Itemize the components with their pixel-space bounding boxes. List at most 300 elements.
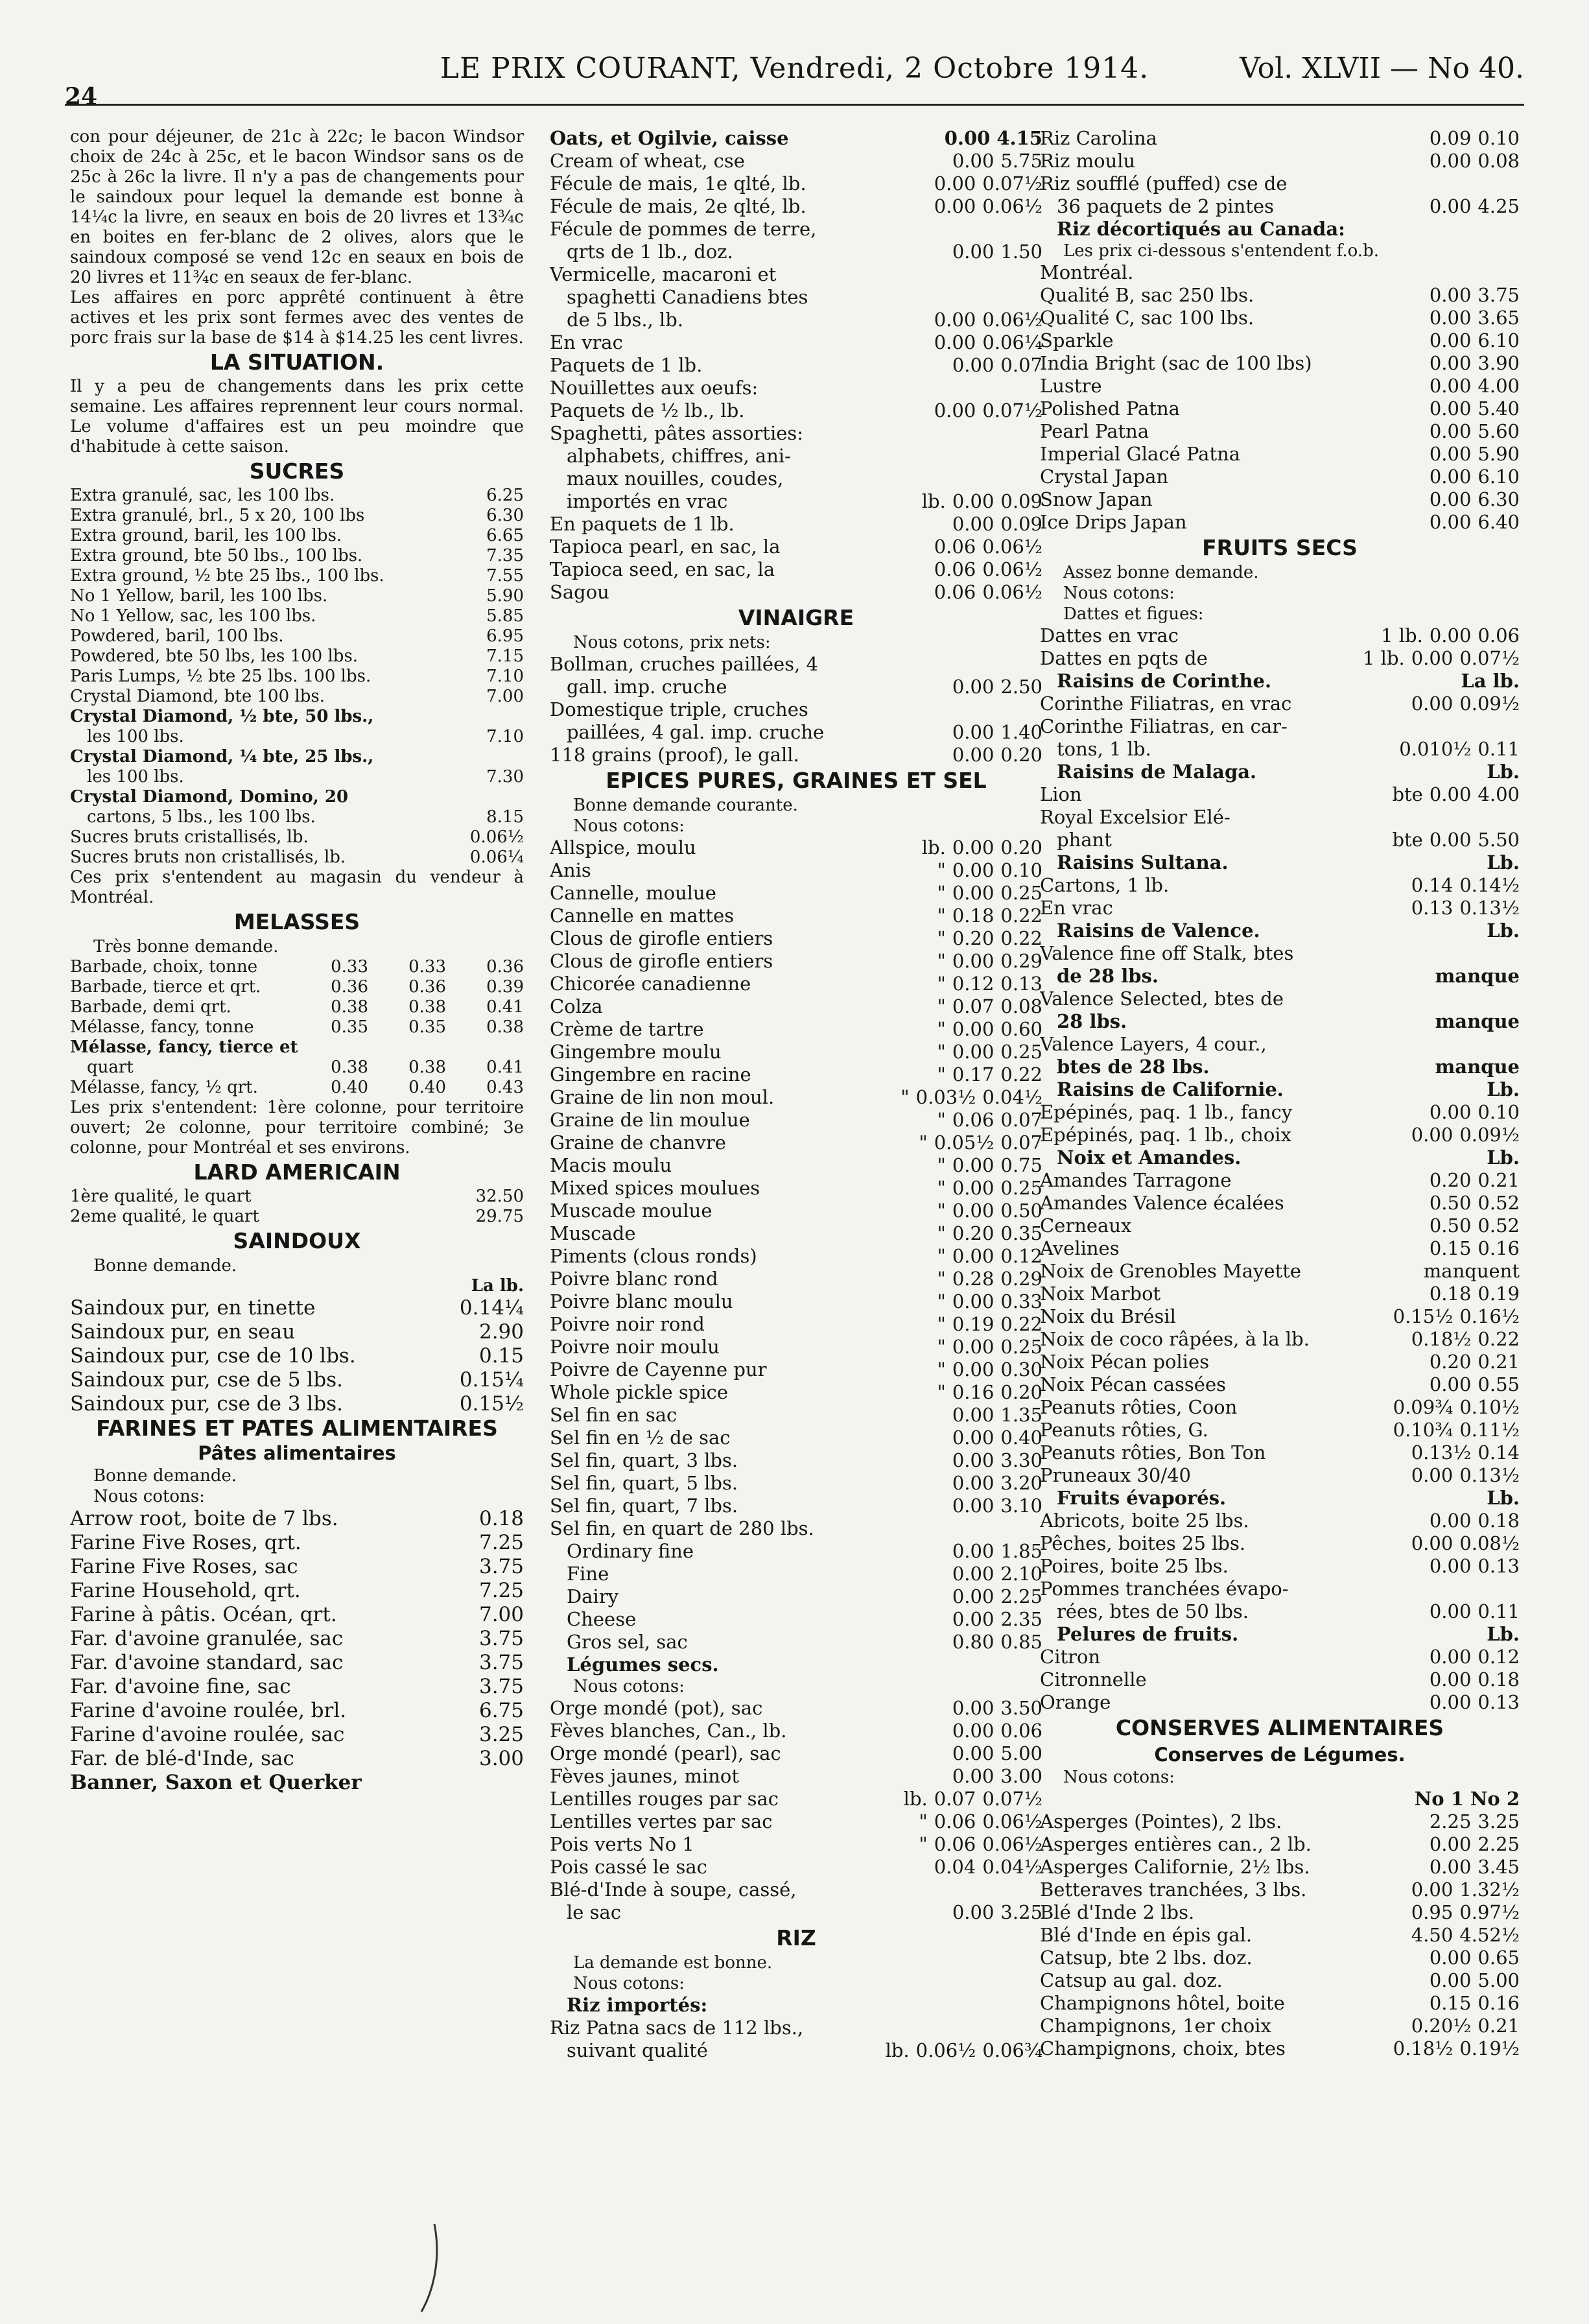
item-name: Farine Household, qrt.	[70, 1579, 301, 1602]
column-3	[1040, 127, 1520, 2060]
price-value: lb.	[885, 2039, 910, 2061]
price-row	[70, 606, 524, 626]
section-note: Assez bonne demande.	[1063, 563, 1259, 582]
price-value: "	[937, 1290, 946, 1312]
price-row	[550, 1472, 1042, 1495]
item-name-continued: rées, btes de 50 lbs.	[1057, 1600, 1249, 1622]
price-value: "	[937, 1041, 946, 1063]
price-row	[1040, 488, 1520, 511]
price-value: 0.00	[952, 1245, 995, 1267]
price-value: 3.75	[478, 1675, 524, 1698]
price-value: 2.35	[1000, 1608, 1042, 1630]
item-name-continued: de 5 lbs., lb.	[567, 309, 684, 331]
price-value: 0.00	[1411, 1879, 1454, 1901]
price-row	[70, 667, 524, 687]
price-value: "	[937, 905, 946, 927]
price-value: 0.00	[952, 1495, 995, 1517]
price-row	[550, 263, 1042, 286]
price-value: 0.14¼	[459, 1296, 524, 1320]
item-name-continued: paillées, 4 gal. imp. cruche	[567, 721, 825, 743]
item-name: Champignons, choix, btes	[1040, 2037, 1286, 2059]
item-name: Epépinés, paq. 1 lb., choix	[1040, 1124, 1291, 1146]
price-value: 0.07½	[982, 399, 1042, 421]
price-row	[550, 1018, 1042, 1041]
item-name-continued: les 100 lbs.	[87, 767, 184, 787]
price-row	[1040, 1260, 1520, 1283]
price-value: 0.85	[1000, 1631, 1042, 1653]
item-name: Powdered, bte 50 lbs, les 100 lbs.	[70, 646, 359, 666]
price-row	[1040, 715, 1520, 738]
price-row-continued	[70, 807, 524, 827]
price-row	[550, 1697, 1042, 1720]
price-value: 0.00	[1429, 195, 1472, 217]
item-name: Mélasse, fancy, ½ qrt.	[70, 1078, 258, 1097]
price-value: 0.00	[952, 150, 995, 172]
price-row	[1040, 1810, 1520, 1833]
price-row	[1040, 1441, 1520, 1464]
price-value: 0.09	[1000, 490, 1042, 512]
item-name: Pommes tranchées évapo-	[1040, 1578, 1289, 1600]
item-name: Sucres bruts cristallisés, lb.	[70, 827, 309, 847]
price-row	[1040, 329, 1520, 352]
price-value: 0.00	[934, 195, 976, 217]
item-name: Oats, et Ogilvie, caisse	[550, 127, 789, 149]
price-value: 0.41	[486, 1058, 524, 1077]
column-heading-no2: No 2	[1470, 1788, 1520, 1810]
price-value: 0.04½	[982, 1856, 1042, 1878]
item-name: Clous de girofle entiers	[550, 950, 773, 972]
item-name: Valence Selected, btes de	[1040, 988, 1284, 1010]
item-name: Gingembre en racine	[550, 1063, 751, 1085]
price-value: 2.25	[1429, 1810, 1472, 1832]
price-value: 7.30	[486, 767, 524, 787]
price-value: 0.00	[1429, 397, 1472, 420]
item-name: Fécule de mais, 1e qlté, lb.	[550, 172, 806, 195]
price-row	[1040, 1124, 1520, 1146]
price-value: 6.10	[1477, 466, 1520, 488]
price-value: 0.00	[1429, 443, 1472, 465]
price-value: 0.18	[952, 905, 995, 927]
item-name-continued: Gros sel, sac	[567, 1631, 688, 1653]
price-value: 0.00	[952, 1041, 995, 1063]
price-value: 0.09	[1000, 513, 1042, 535]
item-name: Catsup au gal. doz.	[1040, 1969, 1223, 1991]
subsection-heading	[1040, 218, 1520, 241]
item-name: Riz soufflé (puffed) cse de	[1040, 172, 1288, 195]
price-value: 6.75	[478, 1699, 524, 1722]
item-name: Pois cassé le sac	[550, 1856, 707, 1878]
price-row	[550, 1313, 1042, 1336]
section-note: Nous cotons:	[573, 816, 685, 836]
price-value: "	[937, 1018, 946, 1040]
price-value: 0.00	[1429, 783, 1472, 805]
price-row-continued	[550, 1540, 1042, 1563]
price-value: 0.13½	[1459, 1464, 1520, 1486]
price-value: 0.00	[952, 1449, 995, 1471]
price-value: 3.30	[1000, 1449, 1042, 1471]
item-name: Cerneaux	[1040, 1215, 1132, 1237]
price-value: 0.28	[952, 1268, 995, 1290]
price-value: manquent	[1423, 1260, 1520, 1282]
item-name: Barbade, tierce et qrt.	[70, 977, 261, 997]
price-value: 4.00	[1477, 375, 1520, 397]
price-value: 0.16½	[1459, 1305, 1520, 1327]
price-row	[1040, 1532, 1520, 1555]
item-name-continued: btes de 28 lbs.	[1057, 1056, 1210, 1078]
item-name-continued: Dairy	[567, 1585, 619, 1607]
subsection-heading	[550, 1994, 1042, 2017]
item-name: Qualité C, sac 100 lbs.	[1040, 307, 1254, 329]
item-name: Imperial Glacé Patna	[1040, 443, 1241, 465]
price-value: 0.30	[1000, 1358, 1042, 1381]
price-value: 0.00	[1429, 1510, 1472, 1532]
item-name: En vrac	[1040, 897, 1113, 919]
price-value: "	[937, 882, 946, 904]
unit-label: Lb.	[1487, 761, 1520, 783]
item-name: Sel fin en ½ de sac	[550, 1427, 731, 1449]
price-value: bte	[1392, 783, 1423, 805]
section-note: Nous cotons, prix nets:	[573, 633, 771, 652]
section-heading: SAINDOUX	[233, 1228, 361, 1253]
item-name: En paquets de 1 lb.	[550, 513, 735, 535]
price-row	[550, 536, 1042, 558]
price-value: 3.45	[1477, 1856, 1520, 1878]
item-name-continued: 28 lbs.	[1057, 1010, 1127, 1032]
item-name: Far. d'avoine standard, sac	[70, 1651, 344, 1674]
price-row	[70, 997, 524, 1017]
price-row	[1040, 942, 1520, 965]
price-row	[70, 1747, 524, 1771]
item-name: 1ère qualité, le quart	[70, 1187, 252, 1206]
price-value: 0.35	[331, 1017, 368, 1037]
item-name-continued: alphabets, chiffres, ani-	[567, 445, 791, 467]
price-value: 0.06½	[982, 581, 1042, 603]
price-row	[1040, 1328, 1520, 1351]
price-value: 6.30	[1477, 488, 1520, 510]
price-value: 0.52	[1477, 1215, 1520, 1237]
price-value: 3.20	[1000, 1472, 1042, 1494]
subsection-title: Légumes secs.	[567, 1654, 719, 1676]
unit-label: Lb.	[1487, 1078, 1520, 1100]
price-value: 5.40	[1477, 397, 1520, 420]
subsection-heading	[1040, 761, 1520, 783]
item-name: Asperges entières can., 2 lb.	[1040, 1833, 1312, 1855]
item-name: Vermicelle, macaroni et	[550, 263, 777, 285]
price-row	[550, 1833, 1042, 1856]
price-value: 0.06	[934, 1833, 976, 1855]
price-value: 0.00	[1429, 488, 1472, 510]
item-name: Mélasse, fancy, tierce et	[70, 1038, 298, 1057]
item-name: Noix Pécan polies	[1040, 1351, 1210, 1373]
price-value: 0.75	[1000, 1154, 1042, 1176]
subsection-title: Riz décortiqués au Canada:	[1057, 218, 1345, 240]
item-name: Graine de lin non moul.	[550, 1086, 775, 1108]
item-name: Dattes en vrac	[1040, 624, 1179, 646]
price-row	[1040, 1351, 1520, 1373]
price-row-continued	[550, 490, 1042, 513]
price-row	[1040, 1464, 1520, 1487]
subsection-heading	[1040, 851, 1520, 874]
price-row	[70, 1078, 524, 1098]
item-name: Dattes en pqts de	[1040, 647, 1208, 669]
item-name: Extra ground, baril, les 100 lbs.	[70, 526, 342, 545]
price-row	[550, 1381, 1042, 1404]
price-row	[70, 526, 524, 546]
price-row-continued	[1040, 738, 1520, 761]
item-name-continued: importés en vrac	[567, 490, 728, 512]
price-value: 0.40	[408, 1078, 446, 1097]
price-value: 0.010½	[1399, 738, 1472, 760]
item-name: Champignons, 1er choix	[1040, 2015, 1271, 2037]
price-value: 0.06	[934, 536, 976, 558]
price-value: 0.06	[934, 1810, 976, 1832]
price-value: "	[937, 950, 946, 972]
price-value: "	[937, 1245, 946, 1267]
price-value: 0.00	[1429, 624, 1472, 646]
price-row	[70, 707, 524, 727]
item-name-continued: tons, 1 lb.	[1057, 738, 1151, 760]
price-value: 0.40	[331, 1078, 368, 1097]
price-value: 0.10	[1000, 859, 1042, 881]
price-row-continued	[550, 1585, 1042, 1608]
item-name: Noix de Grenobles Mayette	[1040, 1260, 1302, 1282]
price-value: 0.07½	[1459, 647, 1520, 669]
price-row-continued	[550, 309, 1042, 331]
price-row	[70, 848, 524, 868]
section-heading: MELASSES	[233, 909, 360, 934]
price-value: 0.16	[1477, 1237, 1520, 1259]
item-name: Fèves blanches, Can., lb.	[550, 1720, 787, 1742]
price-row	[550, 399, 1042, 422]
price-row	[1040, 397, 1520, 420]
price-row	[1040, 172, 1520, 195]
price-value: 0.00	[1411, 693, 1454, 715]
price-value: 0.00	[934, 331, 976, 353]
price-value: 0.00	[1411, 647, 1454, 669]
price-value: manque	[1435, 965, 1520, 987]
price-value: 7.25	[478, 1531, 524, 1554]
price-value: 0.20½	[1411, 2015, 1472, 2037]
price-value: 0.38	[408, 1058, 446, 1077]
price-row	[550, 744, 1042, 766]
price-value: "	[919, 1132, 928, 1154]
item-name: Asperges Californie, 2½ lbs.	[1040, 1856, 1310, 1878]
item-name: Amandes Tarragone	[1040, 1169, 1232, 1191]
item-name: Farine à pâtis. Océan, qrt.	[70, 1603, 337, 1626]
item-name: Cannelle, moulue	[550, 882, 716, 904]
subsection-heading	[1040, 1487, 1520, 1510]
price-row	[70, 506, 524, 526]
price-value: 0.00	[1429, 511, 1472, 533]
price-value: 0.95	[1411, 1901, 1454, 1923]
price-value: 4.25	[1477, 195, 1520, 217]
price-value: 0.08	[1000, 995, 1042, 1017]
price-value: 5.90	[1477, 443, 1520, 465]
price-value: 0.20	[1000, 836, 1042, 859]
subsection-title: Raisins de Malaga.	[1057, 761, 1257, 783]
item-name: Sel fin, quart, 7 lbs.	[550, 1495, 738, 1517]
item-name: Abricots, boite 25 lbs.	[1040, 1510, 1249, 1532]
price-value: 0.29	[1000, 950, 1042, 972]
price-value: 3.90	[1477, 352, 1520, 374]
item-name: Allspice, moulu	[550, 836, 696, 859]
price-value: 0.38	[408, 997, 446, 1017]
price-row	[1040, 783, 1520, 806]
item-name: Sagou	[550, 581, 609, 603]
item-name: Banner, Saxon et Querker	[70, 1771, 362, 1794]
price-row	[1040, 693, 1520, 715]
price-value: "	[937, 973, 946, 995]
price-value: 0.43	[486, 1078, 524, 1097]
price-value: 0.00	[934, 399, 976, 421]
price-row	[550, 1154, 1042, 1177]
section-note: Nous cotons:	[573, 1974, 685, 1993]
price-row-continued	[550, 241, 1042, 263]
item-name: Cannelle en mattes	[550, 905, 735, 927]
price-value: 0.12	[1000, 1245, 1042, 1267]
item-name: No 1 Yellow, baril, les 100 lbs.	[70, 586, 328, 606]
price-value: 4.52½	[1459, 1924, 1520, 1946]
item-name: Far. d'avoine fine, sac	[70, 1675, 291, 1698]
price-value: 0.00	[952, 1018, 995, 1040]
price-row	[70, 1344, 524, 1368]
price-value: 0.00	[952, 882, 995, 904]
item-name: Paris Lumps, ½ bte 25 lbs. 100 lbs.	[70, 667, 371, 686]
subsection-heading	[1040, 919, 1520, 942]
price-value: 1.40	[1000, 721, 1042, 743]
section-note: Bonne demande.	[93, 1466, 237, 1486]
price-row	[1040, 2037, 1520, 2060]
price-row	[550, 1086, 1042, 1109]
price-value: 0.25	[1000, 1177, 1042, 1199]
price-value: 0.07½	[982, 172, 1042, 195]
price-row	[70, 1392, 524, 1416]
item-name: India Bright (sac de 100 lbs)	[1040, 352, 1312, 374]
price-value: 0.00	[944, 127, 991, 149]
price-row	[1040, 261, 1520, 284]
price-row	[1040, 1419, 1520, 1441]
price-row	[1040, 1578, 1520, 1600]
price-row	[550, 1404, 1042, 1427]
price-row	[550, 1879, 1042, 1901]
subsection-title: Noix et Amandes.	[1057, 1146, 1242, 1168]
volume-number: Vol. XLVII — No 40.	[1239, 52, 1524, 85]
subsection-heading	[1040, 1078, 1520, 1101]
item-name: Tapioca pearl, en sac, la	[550, 536, 781, 558]
price-row	[550, 1177, 1042, 1200]
price-value: 0.18	[478, 1507, 524, 1530]
price-row	[550, 377, 1042, 399]
price-row	[1040, 284, 1520, 307]
section-note: Les prix ci-dessous s'entendent f.o.b.	[1063, 241, 1379, 261]
price-row	[550, 127, 1042, 150]
price-value: 0.18	[1477, 1668, 1520, 1690]
price-value: 0.00	[952, 1200, 995, 1222]
price-value: 0.14	[1477, 1441, 1520, 1464]
price-row	[1040, 1924, 1520, 1947]
price-row	[70, 787, 524, 807]
subsection-heading	[1040, 670, 1520, 693]
price-value: 6.40	[1477, 511, 1520, 533]
price-row-continued	[70, 1058, 524, 1078]
column-headings	[1040, 1788, 1520, 1810]
price-value: 0.38	[486, 1017, 524, 1037]
price-value: 0.06½	[469, 827, 524, 847]
price-value: 0.50	[1000, 1200, 1042, 1222]
price-value: 0.00	[952, 859, 995, 881]
item-name: No 1 Yellow, sac, les 100 lbs.	[70, 606, 316, 626]
price-value: 0.07	[952, 995, 995, 1017]
price-value: 4.00	[1477, 783, 1520, 805]
price-row	[70, 687, 524, 707]
item-name: Mélasse, fancy, tonne	[70, 1017, 254, 1037]
price-row	[1040, 1555, 1520, 1578]
price-row	[1040, 1033, 1520, 1056]
price-value: "	[919, 1810, 928, 1832]
price-value: 1 lb.	[1363, 647, 1405, 669]
item-name-continued: le sac	[567, 1901, 622, 1923]
price-row	[550, 2017, 1042, 2039]
price-row	[1040, 897, 1520, 919]
price-row	[70, 957, 524, 977]
price-row	[550, 1063, 1042, 1086]
price-row	[550, 331, 1042, 354]
price-value: 0.80	[952, 1631, 995, 1653]
price-value: 0.07	[1000, 354, 1042, 376]
item-name: Extra ground, bte 50 lbs., 100 lbs.	[70, 546, 363, 565]
price-value: 0.00	[952, 1901, 995, 1923]
price-row	[550, 1720, 1042, 1742]
price-value: "	[937, 1222, 946, 1244]
item-name: Riz moulu	[1040, 150, 1136, 172]
price-value: 4.50	[1411, 1924, 1454, 1946]
price-row	[550, 1449, 1042, 1472]
price-row	[70, 1187, 524, 1207]
price-value: 0.00	[952, 836, 995, 859]
item-name-continued: cartons, 5 lbs., les 100 lbs.	[87, 807, 316, 827]
item-name: Farine Five Roses, qrt.	[70, 1531, 301, 1554]
price-value: "	[937, 1200, 946, 1222]
price-row	[550, 1041, 1042, 1063]
item-name-continued: Fine	[567, 1563, 609, 1585]
price-value: 0.25	[1000, 1336, 1042, 1358]
price-row	[550, 1517, 1042, 1540]
price-row	[550, 927, 1042, 950]
price-value: 7.15	[486, 646, 524, 666]
price-value: 0.00	[934, 309, 976, 331]
price-value: 7.10	[486, 727, 524, 746]
section-note: Nous cotons:	[573, 1677, 685, 1696]
paragraph: con pour déjeuner, de 21c à 22c; le bacon Windsor choix de 24c à 25c, et le bacon Windsor sans os de 25c à 26c la livre. Il n'y a pas de changements pour le saindoux pour lequel la demande est bonne à 14¼c la livre, en seaux en bois de 20 livres et 13¾c en boites en fer-blanc de 2 olives, alors que le saindoux composé se vend 12c en seaux en bois de 20 livres et 11¾c en seaux de fer-blanc.	[70, 127, 524, 287]
item-name: Noix Pécan cassées	[1040, 1373, 1226, 1395]
section-heading: FRUITS SECS	[1202, 535, 1358, 560]
price-value: 0.06	[934, 581, 976, 603]
price-value: 0.07	[934, 1788, 976, 1810]
price-value: 2.90	[478, 1320, 524, 1344]
price-row	[550, 150, 1042, 172]
item-name-continued: maux nouilles, coudes,	[567, 468, 784, 490]
farines-list	[70, 1465, 524, 1795]
item-name: Sucres bruts non cristallisés, lb.	[70, 848, 346, 867]
item-name: Muscade	[550, 1222, 636, 1244]
section-heading: VINAIGRE	[738, 605, 854, 630]
item-name: Sel fin, quart, 5 lbs.	[550, 1472, 738, 1494]
section-note: Bonne demande.	[93, 1256, 237, 1275]
item-name: Amandes Valence écalées	[1040, 1192, 1284, 1214]
price-value: 3.75	[478, 1627, 524, 1650]
price-value: 5.60	[1477, 420, 1520, 442]
section-note: Bonne demande courante.	[573, 796, 798, 815]
